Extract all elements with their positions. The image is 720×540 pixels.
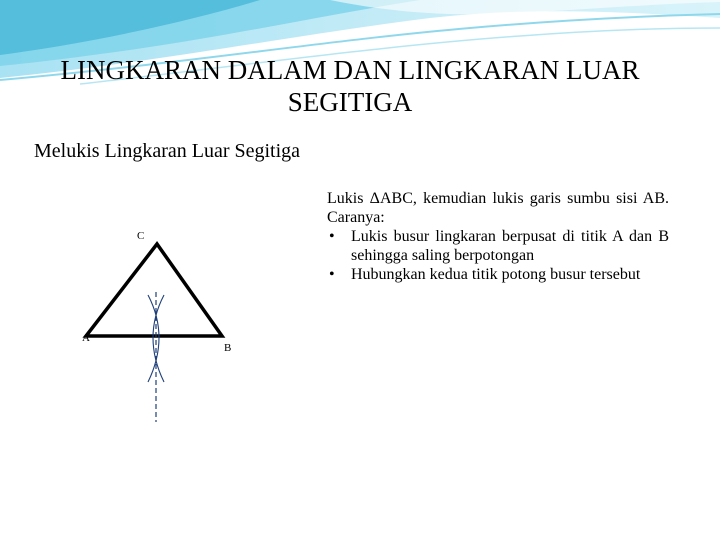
instruction-step [327, 265, 669, 284]
bullet-icon: • [329, 228, 335, 245]
vertex-label-b: B [224, 342, 232, 354]
instruction-step [327, 227, 669, 265]
slide-title-line-1: LINGKARAN DALAM DAN LINGKARAN LUAR [60, 55, 640, 85]
instruction-step-text: Hubungkan kedua titik potong busur tersebut [351, 266, 641, 283]
slide-title-line-2: SEGITIGA [287, 87, 413, 117]
instruction-text [327, 189, 669, 284]
vertex-label-c: C [137, 230, 145, 242]
instruction-steps [327, 227, 669, 284]
bullet-icon: • [329, 266, 335, 283]
section-subtitle: Melukis Lingkaran Luar Segitiga [34, 140, 301, 162]
instruction-intro: Lukis ΔABC, kemudian lukis garis sumbu sisi AB. Caranya: [327, 190, 669, 226]
instruction-step-text: Lukis busur lingkaran berpusat di titik A dan B sehingga saling berpotongan [351, 228, 669, 264]
slide-title [20, 54, 680, 118]
vertex-label-a: A [82, 332, 90, 344]
triangle-construction-figure [70, 220, 260, 430]
